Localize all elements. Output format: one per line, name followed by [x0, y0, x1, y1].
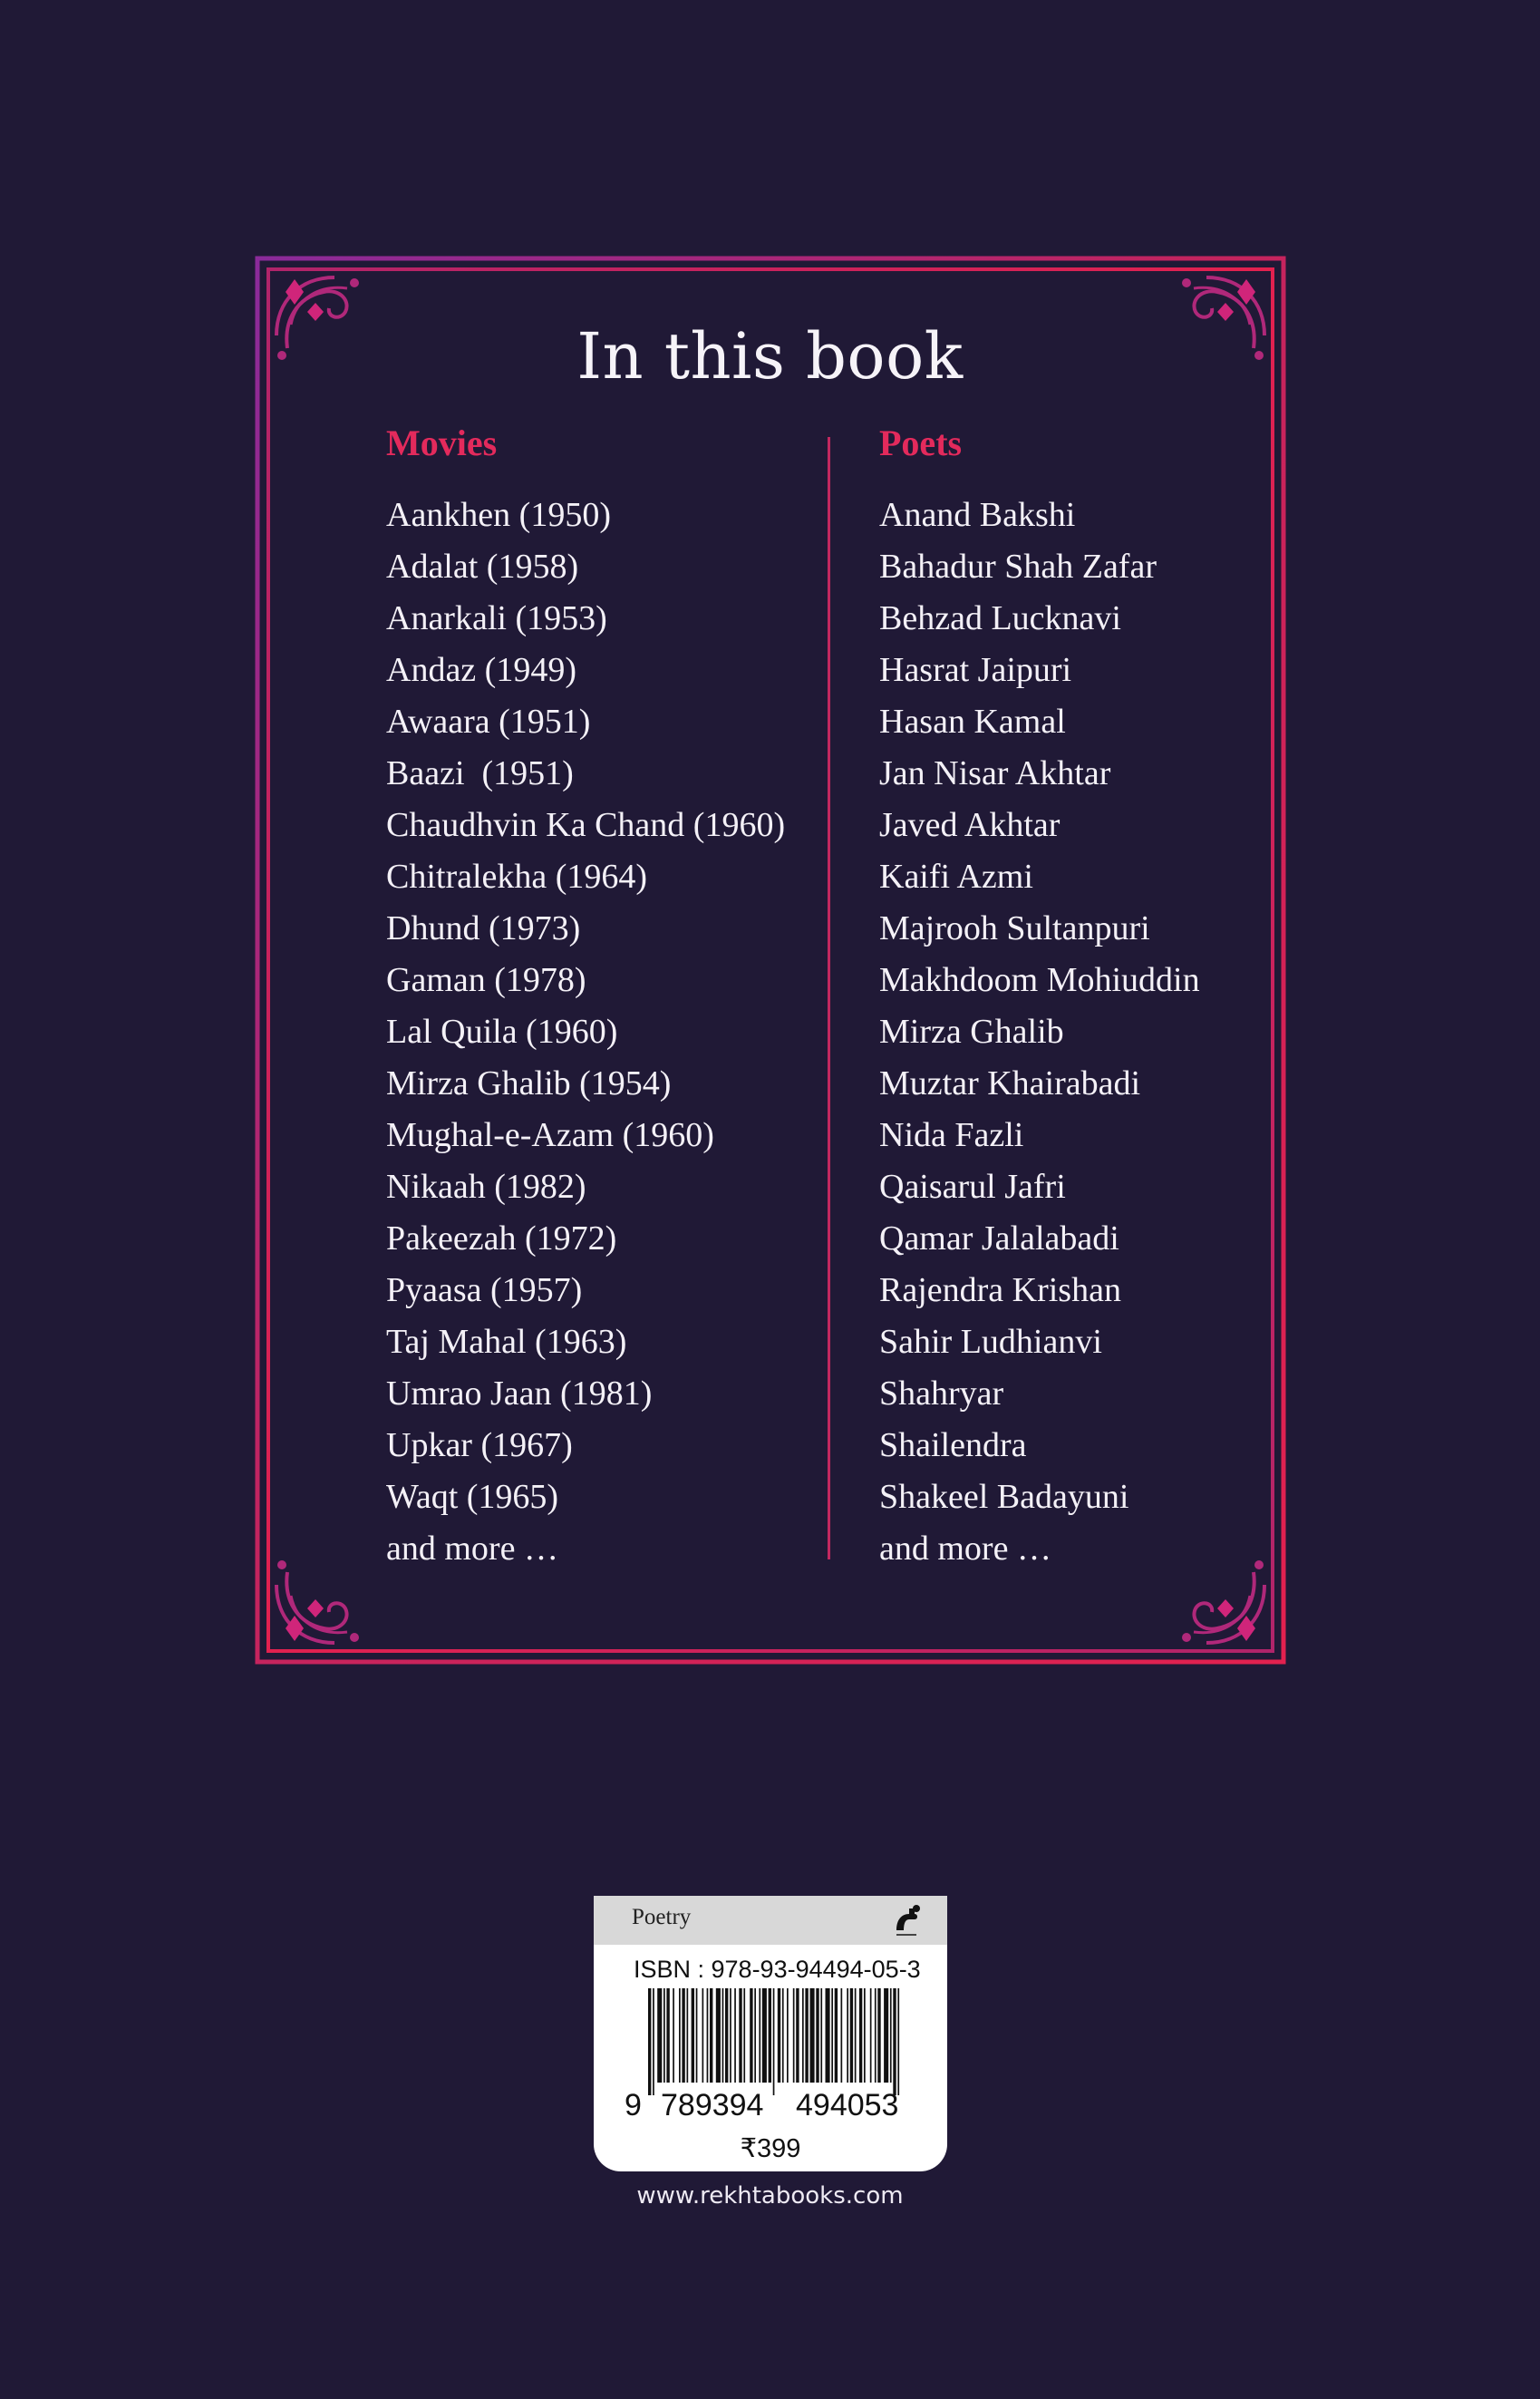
barcode-bar [750, 1988, 752, 2083]
barcode-digits-left: 789394 [661, 2088, 764, 2122]
barcode-bar [653, 1988, 654, 2095]
price-label: ₹399 [740, 2134, 801, 2163]
barcode-bar [682, 1988, 684, 2083]
poet-item: Qaisarul Jafri [879, 1168, 1066, 1206]
barcode-bar [692, 1988, 694, 2083]
barcode-bar [773, 1988, 775, 2095]
poet-item: Javed Akhtar [879, 806, 1061, 844]
poet-item: Shahryar [879, 1374, 1004, 1413]
barcode-bar [762, 1988, 767, 2083]
section-title: In this book [576, 319, 964, 393]
movie-item: Pyaasa (1957) [386, 1271, 583, 1309]
barcode-bar [884, 1988, 888, 2083]
movie-item: Lal Quila (1960) [386, 1013, 618, 1051]
barcode-bar [707, 1988, 709, 2083]
barcode-bar [739, 1988, 741, 2083]
corner-ornament-bottom-left [276, 1560, 359, 1643]
poets-heading: Poets [879, 422, 963, 463]
barcode-bar [743, 1988, 745, 2083]
poet-item: Hasan Kamal [879, 703, 1066, 741]
movie-item-more: and more … [386, 1530, 558, 1568]
poet-item: Majrooh Sultanpuri [879, 909, 1150, 947]
barcode-bar [802, 1988, 804, 2083]
barcode-bar [673, 1988, 674, 2083]
poet-item: Mirza Ghalib [879, 1013, 1064, 1051]
genre-label: Poetry [632, 1905, 692, 1929]
poet-item: Nida Fazli [879, 1116, 1024, 1154]
movie-item: Anarkali (1953) [386, 599, 607, 637]
poet-item: Muztar Khairabadi [879, 1064, 1141, 1102]
movie-item: Umrao Jaan (1981) [386, 1374, 653, 1413]
barcode-bar [877, 1988, 880, 2083]
barcode-bar [754, 1988, 756, 2083]
barcode-bar [841, 1988, 843, 2083]
poet-item: Shakeel Badayuni [879, 1478, 1129, 1516]
poets-list [879, 490, 1200, 1575]
barcode-bar [835, 1988, 838, 2083]
barcode-digit-first: 9 [625, 2088, 642, 2122]
barcode-bar [759, 1988, 760, 2083]
barcode-bar [855, 1988, 857, 2083]
barcode-bar [657, 1988, 662, 2083]
barcode-bar [769, 1988, 771, 2083]
poet-item: Hasrat Jaipuri [879, 651, 1072, 689]
poet-item: Kaifi Azmi [879, 858, 1033, 896]
barcode-bar [648, 1988, 651, 2095]
barcode-bar [897, 1988, 899, 2095]
barcode-digits-right: 494053 [796, 2088, 899, 2122]
barcode-bar [820, 1988, 822, 2083]
barcode-bar [725, 1988, 728, 2083]
barcode-bar [663, 1988, 665, 2083]
barcode-bar [796, 1988, 799, 2083]
barcode-bar [702, 1988, 704, 2083]
barcode-bar [826, 1988, 830, 2083]
movies-heading: Movies [386, 422, 498, 463]
barcode-bar [870, 1988, 872, 2083]
barcode-bar [793, 1988, 795, 2083]
movies-column [386, 419, 785, 1575]
movie-item: Aankhen (1950) [386, 496, 611, 534]
barcode-bar [850, 1988, 853, 2083]
movie-item: Dhund (1973) [386, 909, 581, 947]
barcode-bar [847, 1988, 848, 2083]
barcode-bar [787, 1988, 789, 2083]
poet-item: Rajendra Krishan [879, 1271, 1121, 1309]
poet-item: Shailendra [879, 1426, 1027, 1464]
movie-item: Gaman (1978) [386, 961, 586, 999]
movie-item: Andaz (1949) [386, 651, 576, 689]
barcode-bar [864, 1988, 866, 2083]
barcode-bar [666, 1988, 669, 2083]
movie-item: Chitralekha (1964) [386, 858, 648, 896]
website-url: www.rekhtabooks.com [636, 2182, 904, 2210]
barcode-bar [831, 1988, 833, 2083]
poets-column [879, 419, 1200, 1575]
barcode-bar [710, 1988, 712, 2083]
barcode-bar [890, 1988, 892, 2083]
column-divider [828, 437, 830, 1559]
movie-item: Mirza Ghalib (1954) [386, 1064, 672, 1102]
barcode-bar [875, 1988, 877, 2083]
barcode-bar [716, 1988, 721, 2083]
barcode-bar [778, 1988, 780, 2083]
movie-item: Baazi (1951) [386, 754, 574, 792]
movie-item: Adalat (1958) [386, 548, 579, 586]
barcode-bar [696, 1988, 698, 2083]
poet-item: Sahir Ludhianvi [879, 1323, 1102, 1361]
movie-item: Upkar (1967) [386, 1426, 573, 1464]
barcode-bar [816, 1988, 818, 2083]
barcode-bar [893, 1988, 896, 2095]
barcode-bar [722, 1988, 724, 2083]
barcode-bar [730, 1988, 731, 2083]
isbn-text: ISBN : 978-93-94494-05-3 [634, 1956, 921, 1983]
barcode-bar [734, 1988, 736, 2083]
genre-band [594, 1896, 947, 1945]
barcode-bar [687, 1988, 689, 2083]
movie-item: Awaara (1951) [386, 703, 591, 741]
barcode-bar [859, 1988, 862, 2083]
barcode-bar [805, 1988, 808, 2083]
barcode-bar [679, 1988, 681, 2083]
barcode-bar [782, 1988, 784, 2083]
poet-item: Makhdoom Mohiuddin [879, 961, 1200, 999]
movie-item: Mughal-e-Azam (1960) [386, 1116, 714, 1154]
poet-item-more: and more … [879, 1530, 1051, 1568]
movie-item: Taj Mahal (1963) [386, 1323, 627, 1361]
barcode-bar [810, 1988, 815, 2083]
poet-item: Qamar Jalalabadi [879, 1219, 1119, 1258]
movies-list [386, 490, 785, 1575]
movie-item: Pakeezah (1972) [386, 1219, 617, 1258]
barcode-bars [648, 1988, 902, 2095]
movie-item: Chaudhvin Ka Chand (1960) [386, 806, 786, 844]
movie-item: Nikaah (1982) [386, 1168, 586, 1206]
publisher-logo-icon [891, 1903, 922, 1939]
poet-item: Jan Nisar Akhtar [879, 754, 1111, 792]
barcode-card [594, 1896, 947, 2171]
poet-item: Bahadur Shah Zafar [879, 548, 1157, 586]
poet-item: Anand Bakshi [879, 496, 1076, 534]
poet-item: Behzad Lucknavi [879, 599, 1121, 637]
movie-item: Waqt (1965) [386, 1478, 559, 1516]
